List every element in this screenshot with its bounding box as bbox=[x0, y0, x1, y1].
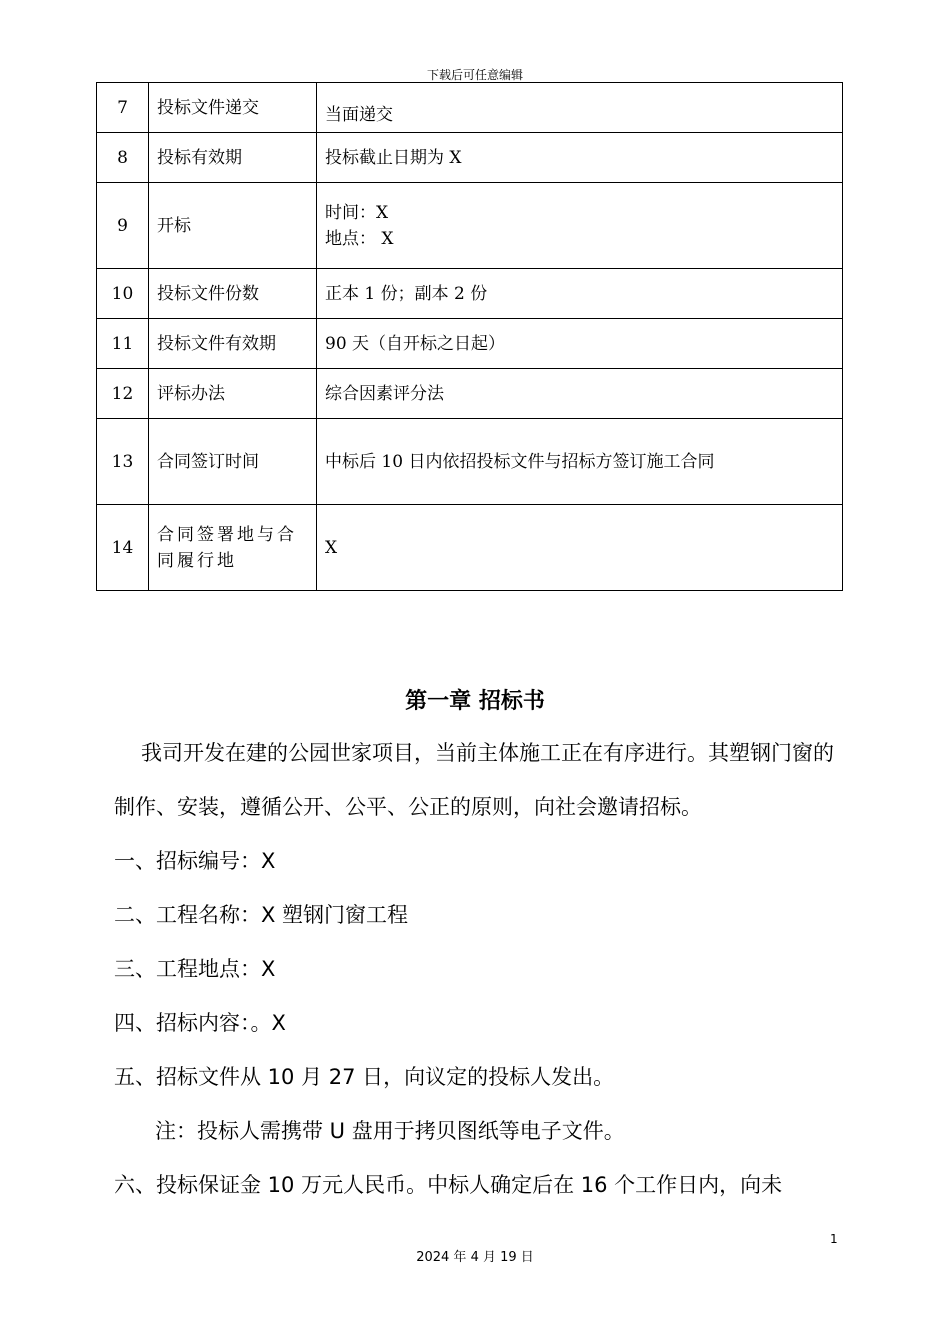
list-item: 六、投标保证金 10 万元人民币。中标人确定后在 16 个工作日内，向未 bbox=[114, 1173, 783, 1197]
row-item: 投标文件有效期 bbox=[149, 319, 317, 369]
row-content: X bbox=[317, 505, 843, 591]
table-row bbox=[97, 419, 843, 505]
row-number: 14 bbox=[97, 505, 149, 591]
row-number: 7 bbox=[97, 83, 149, 133]
row-content: 中标后 10 日内依招投标文件与招标方签订施工合同 bbox=[317, 419, 843, 505]
row-item: 投标文件递交 bbox=[149, 83, 317, 133]
row-content: 正本 1 份；副本 2 份 bbox=[317, 269, 843, 319]
table-row bbox=[97, 369, 843, 419]
bid-info-table bbox=[96, 82, 843, 591]
list-item: 五、招标文件从 10 月 27 日，向议定的投标人发出。 bbox=[114, 1065, 615, 1089]
row-item: 合同签订时间 bbox=[149, 419, 317, 505]
row-content bbox=[317, 183, 843, 269]
row-content: 投标截止日期为 X bbox=[317, 133, 843, 183]
row-number: 10 bbox=[97, 269, 149, 319]
table-row bbox=[97, 505, 843, 591]
footer-date: 2024 年 4 月 19 日 bbox=[416, 1250, 534, 1265]
list-item: 一、招标编号：X bbox=[114, 849, 276, 873]
row-content bbox=[317, 83, 843, 133]
list-item: 二、工程名称：X 塑钢门窗工程 bbox=[114, 903, 409, 927]
row-content-line: 地点： X bbox=[325, 228, 394, 249]
note-paragraph: 注：投标人需携带 U 盘用于拷贝图纸等电子文件。 bbox=[155, 1119, 625, 1143]
intro-paragraph: 我司开发在建的公园世家项目，当前主体施工正在有序进行。其塑钢门窗的制作、安装，遵循公开、公平、公正的原则，向社会邀请招标。 bbox=[114, 741, 834, 819]
chapter-body bbox=[114, 726, 838, 1212]
table-row bbox=[97, 133, 843, 183]
table-row bbox=[97, 319, 843, 369]
table-row bbox=[97, 269, 843, 319]
list-item: 三、工程地点：X bbox=[114, 957, 276, 981]
header-note: 下载后可任意编辑 bbox=[426, 68, 523, 82]
row-content: 综合因素评分法 bbox=[317, 369, 843, 419]
row-item: 投标文件份数 bbox=[149, 269, 317, 319]
row-number: 12 bbox=[97, 369, 149, 419]
table-row bbox=[97, 83, 843, 133]
row-content: 90 天（自开标之日起） bbox=[317, 319, 843, 369]
table-row bbox=[97, 183, 843, 269]
row-item: 开标 bbox=[149, 183, 317, 269]
row-item: 合同签署地与合同履行地 bbox=[149, 505, 317, 591]
page-number: 1 bbox=[830, 1232, 838, 1246]
row-number: 9 bbox=[97, 183, 149, 269]
chapter-title: 第一章 招标书 bbox=[405, 689, 545, 714]
row-item: 评标办法 bbox=[149, 369, 317, 419]
row-number: 11 bbox=[97, 319, 149, 369]
row-content-line: 时间：X bbox=[325, 202, 389, 223]
row-item: 投标有效期 bbox=[149, 133, 317, 183]
row-number: 13 bbox=[97, 419, 149, 505]
row-content-line: 当面递交 bbox=[325, 104, 393, 125]
row-number: 8 bbox=[97, 133, 149, 183]
list-item: 四、招标内容：。X bbox=[114, 1011, 286, 1035]
